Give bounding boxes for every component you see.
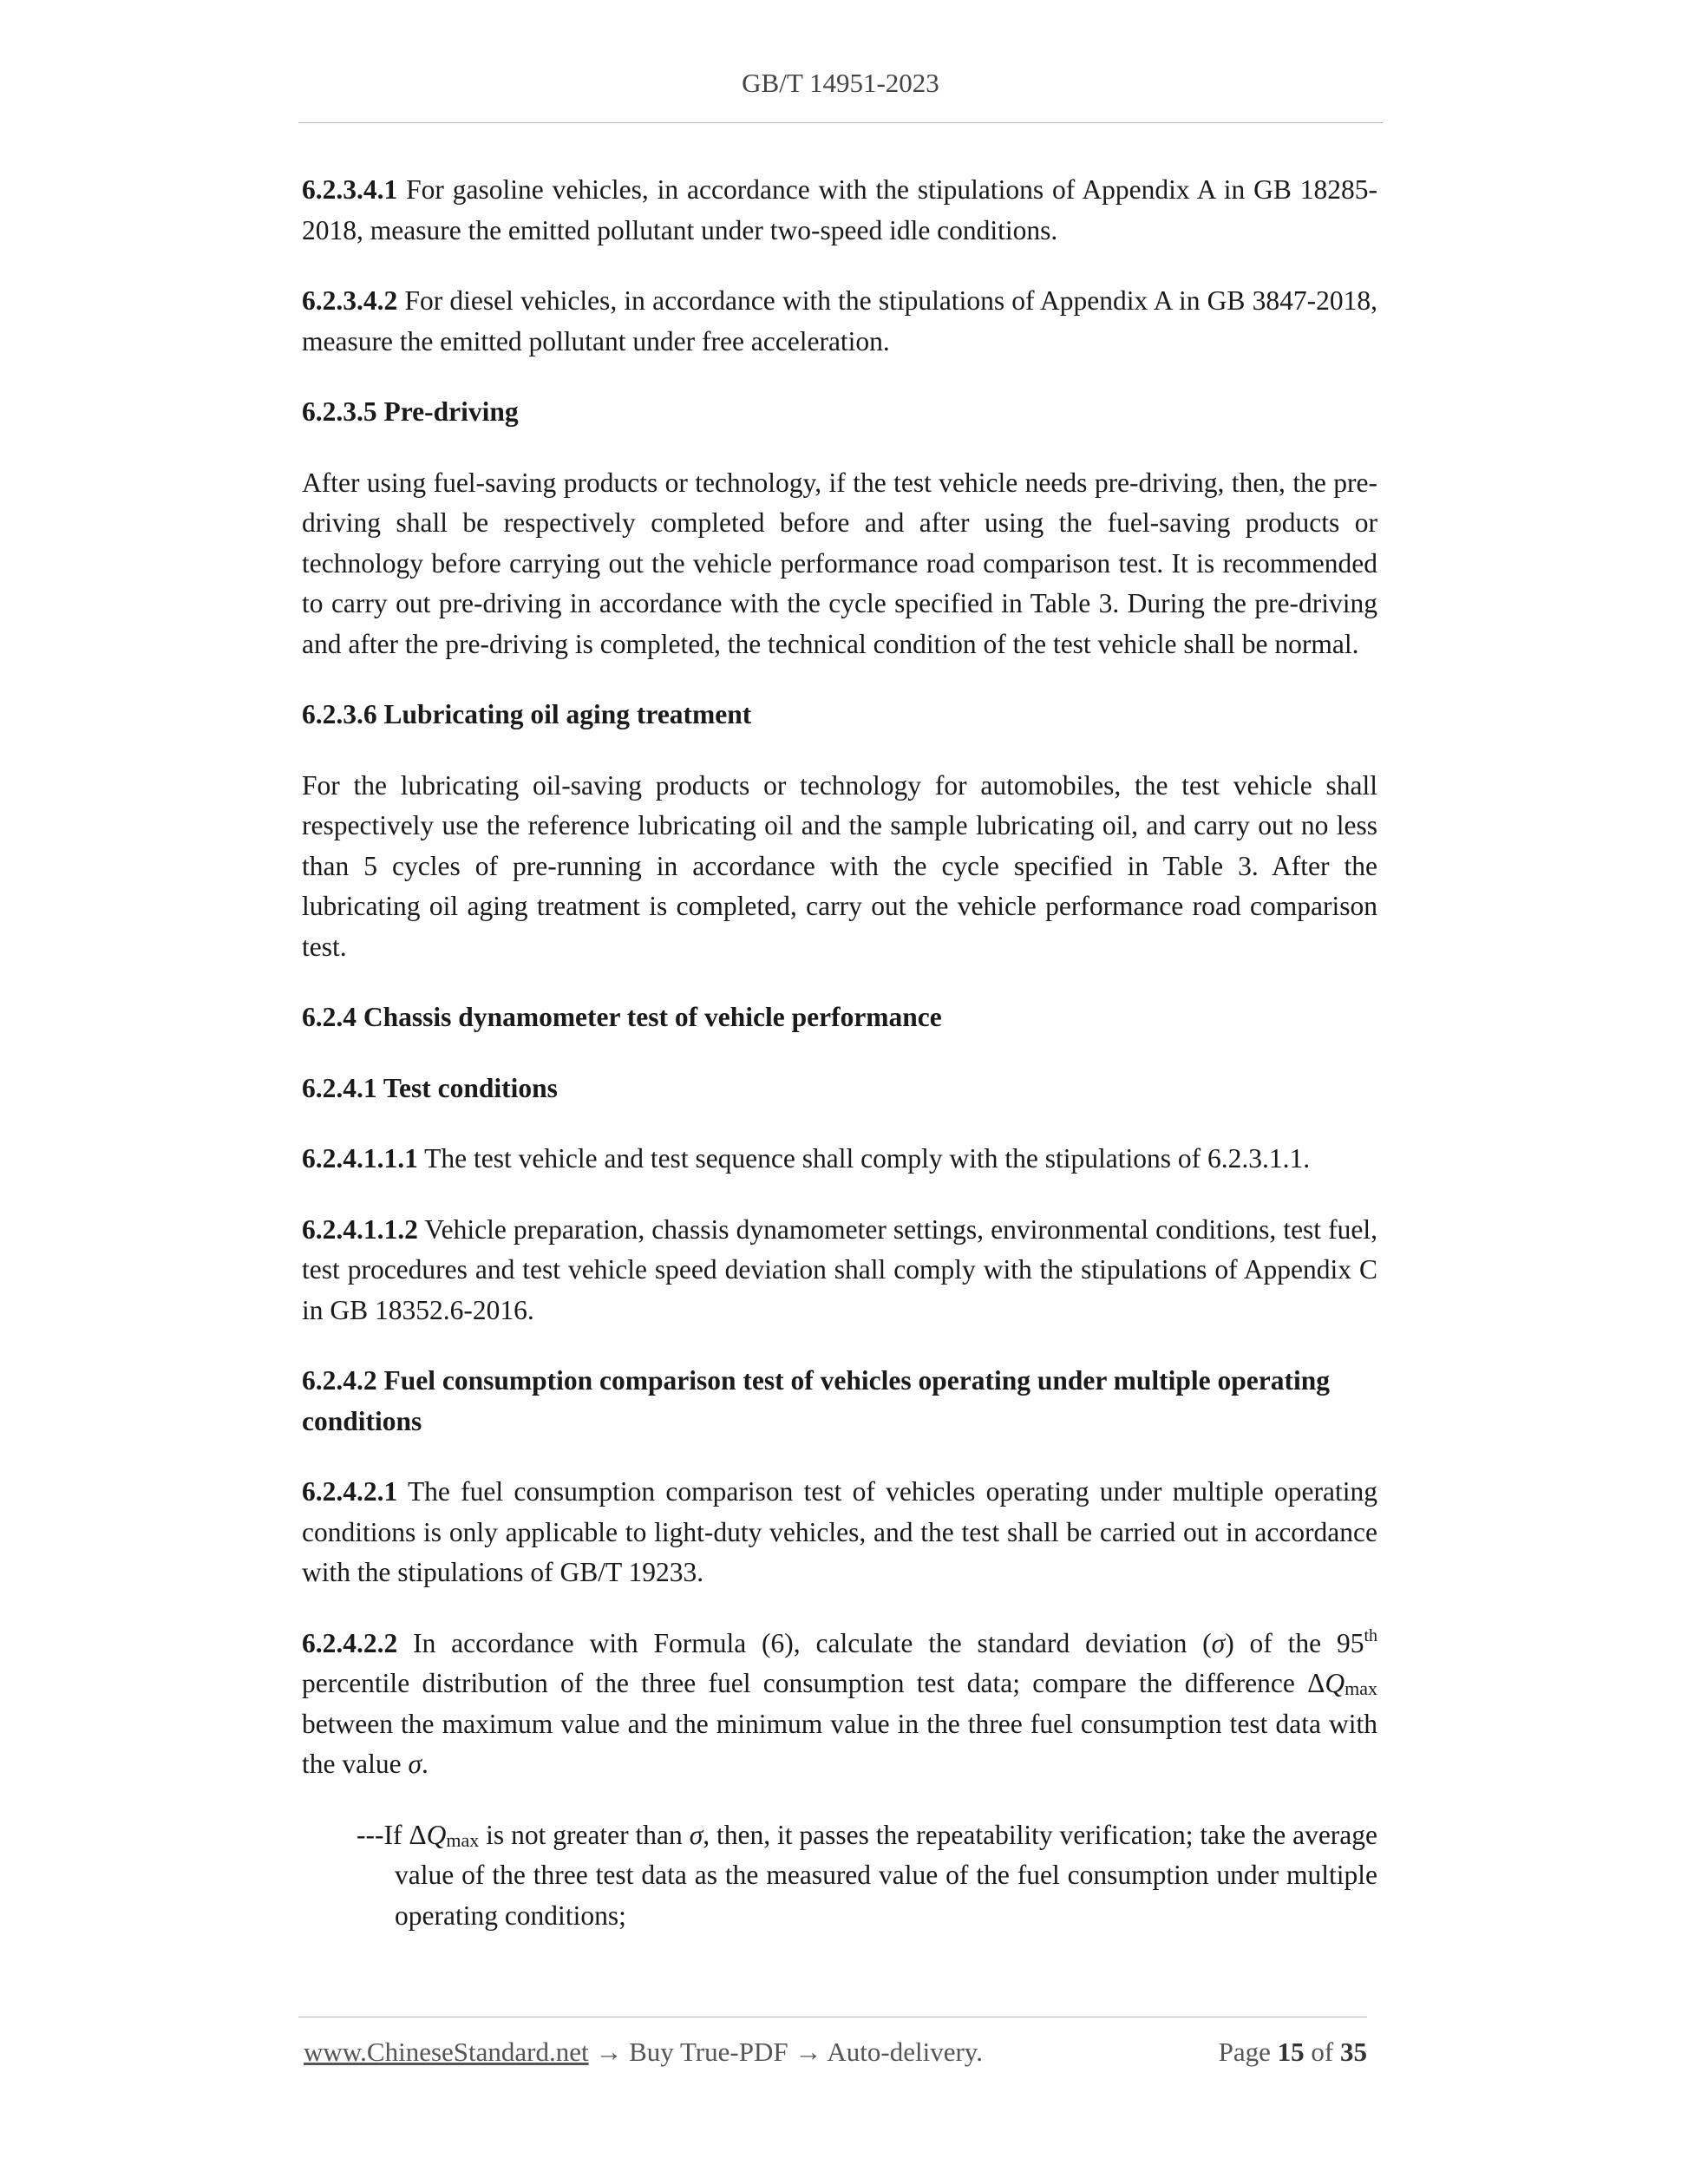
website-link[interactable]: www.ChineseStandard.net	[304, 2037, 589, 2067]
sigma-symbol: σ	[689, 1819, 703, 1850]
clause-6-2-4-2-1	[302, 1472, 1377, 1593]
clause-text: The test vehicle and test sequence shall comply with the stipulations of 6.2.3.1.1.	[417, 1143, 1311, 1174]
clause-6-2-4-1-1-2	[302, 1210, 1377, 1331]
q-symbol: Q	[426, 1819, 447, 1850]
lubricating-oil-paragraph: For the lubricating oil-saving products or technology for automobiles, the test vehicle shall respectively use the reference lubricating oil and the sample lubricating oil, and carry out no less than 5 cycles of pre-running in accordance with the cycle specified in Table 3. After the lubricating oil aging treatment is completed, carry out the vehicle performance road comparison test.	[302, 769, 1377, 962]
header-divider	[298, 122, 1383, 123]
document-body	[302, 170, 1377, 1936]
clause-6-2-3-4-1	[302, 170, 1377, 251]
section-heading-pre-driving: 6.2.3.5 Pre-driving	[302, 396, 519, 427]
pre-driving-paragraph: After using fuel-saving products or technology, if the test vehicle needs pre-driving, then, the pre-driving shall be respectively completed before and after using the fuel-saving products or technology before carrying out the vehicle performance road comparison test. It is recommended to carry out pre-driving in accordance with the cycle specified in Table 3. During the pre-driving and after the pre-driving is completed, the technical condition of the test vehicle shall be normal.	[302, 467, 1377, 659]
max-subscript: max	[446, 1828, 480, 1851]
clause-number: 6.2.4.1.1.2	[302, 1213, 418, 1245]
max-subscript: max	[1345, 1677, 1377, 1699]
section-heading-fuel-consumption: 6.2.4.2 Fuel consumption comparison test of vehicles operating under multiple operating conditions	[302, 1365, 1331, 1436]
section-heading-chassis-dynamometer: 6.2.4 Chassis dynamometer test of vehicle performance	[302, 1002, 942, 1032]
footer-promo: www.ChineseStandard.net → Buy True-PDF → Auto-delivery.	[304, 2037, 984, 2067]
clause-text: The fuel consumption comparison test of vehicles operating under multiple operating conditions is only applicable to light-duty vehicles, and the test shall be carried out in accordance with the stipulations of GB/T 19233.	[302, 1476, 1377, 1587]
ordinal-superscript: th	[1364, 1625, 1378, 1645]
page-indicator: Page 15 of 35	[1218, 2037, 1367, 2067]
section-heading-lubricating-oil: 6.2.3.6 Lubricating oil aging treatment	[302, 699, 752, 729]
sigma-symbol: σ	[1211, 1627, 1226, 1658]
clause-number: 6.2.4.2.2	[302, 1627, 398, 1658]
page-number: 15	[1277, 2037, 1305, 2067]
sigma-symbol: σ	[408, 1749, 422, 1779]
section-heading-test-conditions: 6.2.4.1 Test conditions	[302, 1072, 558, 1103]
page-footer	[304, 2037, 1367, 2068]
clause-6-2-3-4-2	[302, 281, 1377, 362]
total-pages: 35	[1340, 2037, 1367, 2067]
delta-symbol: Δ	[1307, 1668, 1325, 1698]
clause-6-2-4-2-2: 6.2.4.2.2 In accordance with Formula (6), calculate the standard deviation (σ) of the 95th percentile distribution of the three fuel consumption test data; compare the difference $\Delta Q_{max}$ between the maximum value and the minimum value in the three fuel consumption test data with the value σ.	[302, 1625, 1378, 1779]
clause-number: 6.2.4.2.1	[302, 1476, 398, 1507]
clause-number: 6.2.4.1.1.1	[302, 1143, 418, 1174]
clause-number: 6.2.3.4.2	[302, 285, 398, 316]
clause-number: 6.2.3.4.1	[302, 174, 398, 205]
delta-symbol: Δ	[409, 1819, 427, 1850]
document-header: GB/T 14951-2023	[742, 68, 939, 98]
clause-text: For gasoline vehicles, in accordance with the stipulations of Appendix A in GB 18285-2018, measure the emitted pollutant under two-speed idle conditions.	[302, 174, 1377, 245]
clause-text: For diesel vehicles, in accordance with the stipulations of Appendix A in GB 3847-2018, measure the emitted pollutant under free acceleration.	[302, 285, 1377, 356]
clause-6-2-4-1-1-1	[302, 1139, 1377, 1180]
arrow-icon: →	[795, 2037, 822, 2067]
q-symbol: Q	[1325, 1668, 1345, 1698]
repeatability-bullet: ---If $\Delta Q_{max}$ is not greater than σ, then, it passes the repeatability verification; take the average value of the three test data as the measured value of the fuel consumption under multiple operating conditions;	[357, 1819, 1377, 1931]
clause-text: Vehicle preparation, chassis dynamometer settings, environmental conditions, test fuel, test procedures and test vehicle speed deviation shall comply with the stipulations of Appendix C in GB 18352.6-2016.	[302, 1213, 1377, 1325]
arrow-icon: →	[595, 2037, 623, 2067]
